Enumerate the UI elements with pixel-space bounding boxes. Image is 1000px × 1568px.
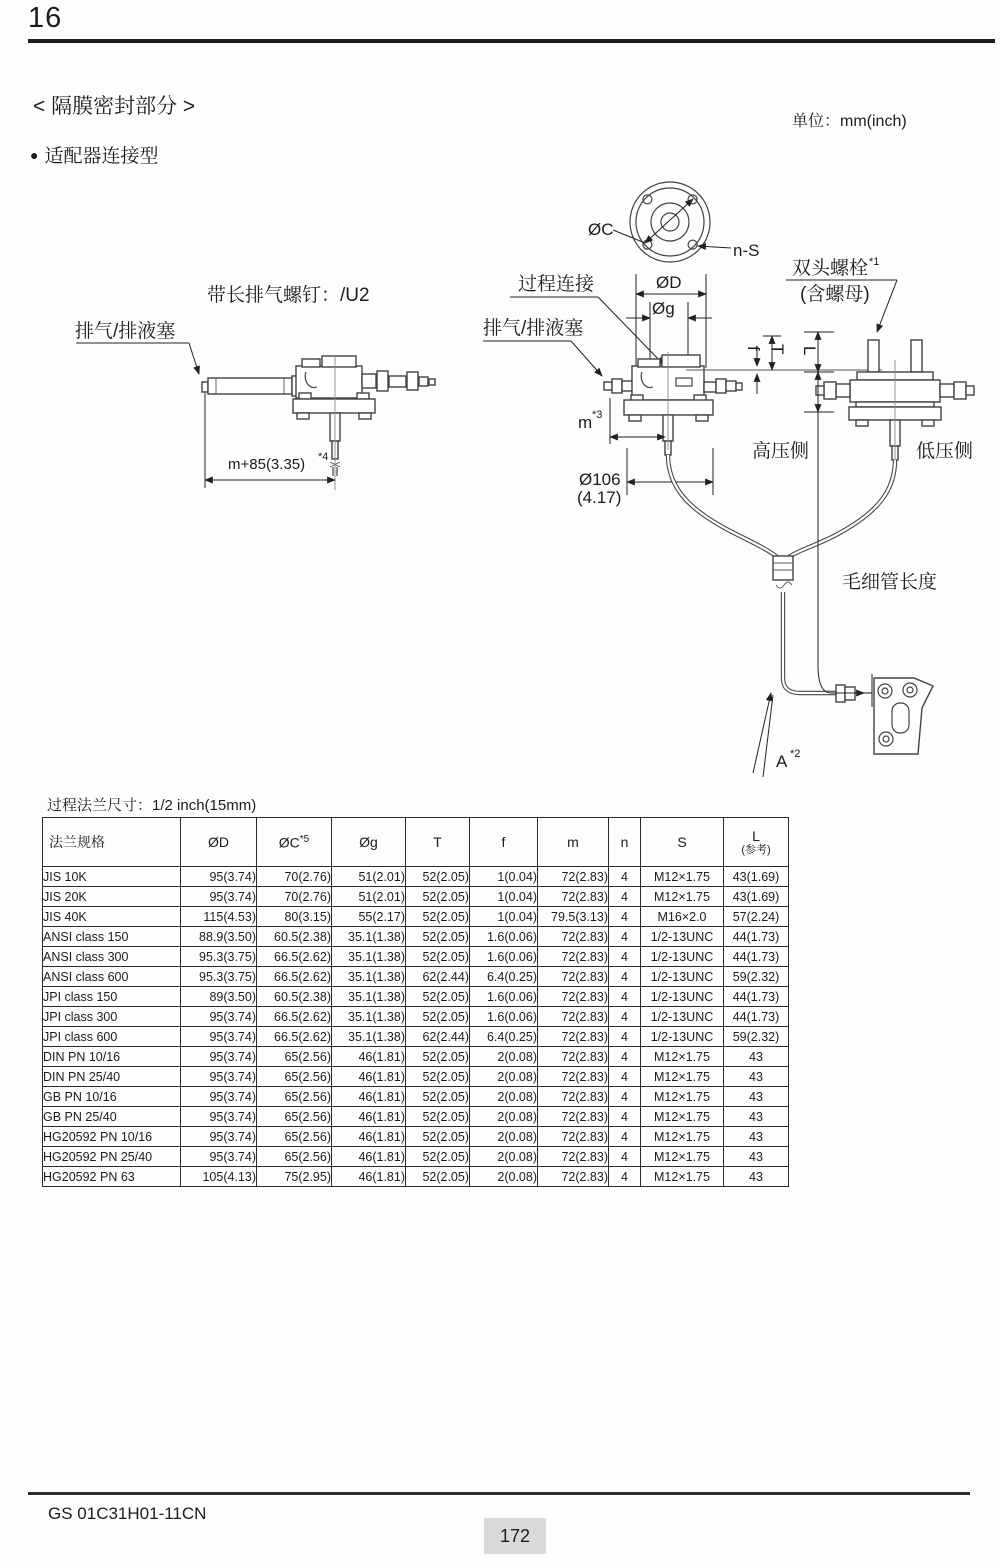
table-cell: M12×1.75 <box>641 867 724 887</box>
table-cell: DIN PN 25/40 <box>43 1067 181 1087</box>
table-cell: 72(2.83) <box>538 1087 609 1107</box>
table-cell: 66.5(2.62) <box>257 947 332 967</box>
table-cell: 2(0.08) <box>470 1067 538 1087</box>
vent-drain-plug-label-left: 排气/排液塞 <box>75 321 176 342</box>
table-cell: 4 <box>609 887 641 907</box>
table-cell: 105(4.13) <box>181 1167 257 1187</box>
table-row <box>43 1107 789 1127</box>
table-row <box>43 887 789 907</box>
table-cell: 72(2.83) <box>538 927 609 947</box>
table-cell: 72(2.83) <box>538 1167 609 1187</box>
table-cell: 35.1(1.38) <box>332 967 406 987</box>
table-cell: 46(1.81) <box>332 1147 406 1167</box>
dim-t-label: T <box>768 344 787 355</box>
table-cell: 43 <box>724 1047 789 1067</box>
table-cell: 1.6(0.06) <box>470 1007 538 1027</box>
table-cell: 4 <box>609 1027 641 1047</box>
table-cell: JIS 20K <box>43 887 181 907</box>
table-cell: JPI class 300 <box>43 1007 181 1027</box>
table-cell: 4 <box>609 1087 641 1107</box>
table-row <box>43 1147 789 1167</box>
flange-top-view <box>613 182 731 262</box>
table-cell: 2(0.08) <box>470 1047 538 1067</box>
bullet-icon: ● <box>30 147 39 163</box>
table-cell: 4 <box>609 1107 641 1127</box>
dia-d-label: ØD <box>656 273 682 292</box>
table-row <box>43 1027 789 1047</box>
table-cell: 95(3.74) <box>181 887 257 907</box>
table-cell: 52(2.05) <box>406 1067 470 1087</box>
table-cell: 59(2.32) <box>724 1027 789 1047</box>
column-header: n <box>609 818 641 867</box>
table-cell: 52(2.05) <box>406 927 470 947</box>
table-cell: 95(3.74) <box>181 1047 257 1067</box>
n-s-label: n-S <box>733 241 760 260</box>
table-cell: M12×1.75 <box>641 1067 724 1087</box>
table-cell: 4 <box>609 947 641 967</box>
vent-drain-plug-label-mid: 排气/排液塞 <box>483 318 584 339</box>
document-number: GS 01C31H01-11CN <box>48 1504 207 1523</box>
table-cell: 2(0.08) <box>470 1147 538 1167</box>
table-row <box>43 947 789 967</box>
table-cell: 2(0.08) <box>470 1167 538 1187</box>
dim-l-label: L <box>800 346 819 356</box>
capillary-length-label: 毛细管长度 <box>842 572 938 593</box>
table-cell: 4 <box>609 867 641 887</box>
table-cell: 44(1.73) <box>724 987 789 1007</box>
table-cell: M12×1.75 <box>641 1127 724 1147</box>
table-cell: 51(2.01) <box>332 867 406 887</box>
table-cell: 4 <box>609 1147 641 1167</box>
low-pressure-side-label: 低压侧 <box>916 441 974 462</box>
table-cell: HG20592 PN 25/40 <box>43 1147 181 1167</box>
dim-capillary-length <box>818 412 872 707</box>
table-cell: 52(2.05) <box>406 1147 470 1167</box>
table-cell: 65(2.56) <box>257 1107 332 1127</box>
table-cell: 52(2.05) <box>406 987 470 1007</box>
table-cell: 2(0.08) <box>470 1127 538 1147</box>
table-cell: 1.6(0.06) <box>470 947 538 967</box>
column-header: S <box>641 818 724 867</box>
dim-m-label: m <box>578 413 593 432</box>
table-row <box>43 1087 789 1107</box>
table-cell: 72(2.83) <box>538 1007 609 1027</box>
table-cell: 72(2.83) <box>538 1047 609 1067</box>
table-cell: 4 <box>609 1127 641 1147</box>
table-cell: M12×1.75 <box>641 887 724 907</box>
table-cell: 2(0.08) <box>470 1107 538 1127</box>
table-cell: 4 <box>609 1067 641 1087</box>
table-cell: 60.5(2.38) <box>257 987 332 1007</box>
flange-dimension-table <box>42 817 789 1187</box>
table-cell: 6.4(0.25) <box>470 967 538 987</box>
table-cell: 1(0.04) <box>470 867 538 887</box>
table-cell: 1(0.04) <box>470 907 538 927</box>
table-cell: GB PN 10/16 <box>43 1087 181 1107</box>
table-cell: 72(2.83) <box>538 987 609 1007</box>
table-cell: 88.9(3.50) <box>181 927 257 947</box>
page-number-tab: 16 <box>28 2 63 34</box>
table-cell: 95(3.74) <box>181 1007 257 1027</box>
table-cell: 35.1(1.38) <box>332 1027 406 1047</box>
table-cell: 65(2.56) <box>257 1047 332 1067</box>
table-cell: 62(2.44) <box>406 1027 470 1047</box>
table-row <box>43 1127 789 1147</box>
table-cell: 46(1.81) <box>332 1167 406 1187</box>
table-cell: 65(2.56) <box>257 1127 332 1147</box>
table-cell: 44(1.73) <box>724 947 789 967</box>
table-cell: JPI class 600 <box>43 1027 181 1047</box>
table-cell: 43 <box>724 1067 789 1087</box>
table-cell: 4 <box>609 1007 641 1027</box>
table-cell: 1/2-13UNC <box>641 1027 724 1047</box>
table-cell: 52(2.05) <box>406 1087 470 1107</box>
table-cell: 4 <box>609 907 641 927</box>
table-cell: 1/2-13UNC <box>641 927 724 947</box>
table-cell: 52(2.05) <box>406 1167 470 1187</box>
table-cell: 95(3.74) <box>181 1127 257 1147</box>
table-cell: 66.5(2.62) <box>257 1027 332 1047</box>
table-cell: 72(2.83) <box>538 867 609 887</box>
table-row <box>43 907 789 927</box>
table-cell: 4 <box>609 1167 641 1187</box>
table-cell: 43 <box>724 1127 789 1147</box>
table-cell: 51(2.01) <box>332 887 406 907</box>
table-cell: 46(1.81) <box>332 1047 406 1067</box>
table-cell: 46(1.81) <box>332 1087 406 1107</box>
subsection-label: 适配器连接型 <box>44 146 159 167</box>
table-cell: M12×1.75 <box>641 1087 724 1107</box>
section-title: < 隔膜密封部分 > <box>33 95 196 118</box>
table-cell: 2(0.08) <box>470 1087 538 1107</box>
vent-drain-leader-left <box>76 343 199 374</box>
column-header: m <box>538 818 609 867</box>
section-a-footnote: *2 <box>790 748 801 760</box>
stud-bolt-nut-label: (含螺母) <box>800 284 870 305</box>
process-connection-label: 过程连接 <box>518 274 595 295</box>
table-cell: HG20592 PN 10/16 <box>43 1127 181 1147</box>
table-cell: 72(2.83) <box>538 1027 609 1047</box>
capillary-end-fitting <box>874 678 933 754</box>
table-cell: 95.3(3.75) <box>181 947 257 967</box>
table-cell: 1/2-13UNC <box>641 1007 724 1027</box>
section-a-label: A <box>776 752 788 771</box>
table-cell: ANSI class 300 <box>43 947 181 967</box>
table-cell: M12×1.75 <box>641 1107 724 1127</box>
table-cell: 79.5(3.13) <box>538 907 609 927</box>
table-cell: 52(2.05) <box>406 1007 470 1027</box>
stud-bolt-label: 双头螺栓 <box>792 258 869 279</box>
header-rule <box>28 39 995 43</box>
table-cell: 65(2.56) <box>257 1067 332 1087</box>
table-cell: 52(2.05) <box>406 1107 470 1127</box>
table-cell: 43 <box>724 1087 789 1107</box>
table-cell: 4 <box>609 927 641 947</box>
column-header: ØD <box>181 818 257 867</box>
table-cell: 1/2-13UNC <box>641 947 724 967</box>
table-cell: M12×1.75 <box>641 1147 724 1167</box>
table-cell: 115(4.53) <box>181 907 257 927</box>
table-cell: JIS 10K <box>43 867 181 887</box>
table-cell: 95(3.74) <box>181 867 257 887</box>
table-cell: 35.1(1.38) <box>332 927 406 947</box>
table-cell: 70(2.76) <box>257 867 332 887</box>
technical-drawing <box>0 160 1000 792</box>
table-cell: 35.1(1.38) <box>332 947 406 967</box>
table-cell: 1.6(0.06) <box>470 927 538 947</box>
table-cell: JPI class 150 <box>43 987 181 1007</box>
dim-m-footnote: *3 <box>592 409 603 421</box>
table-row <box>43 987 789 1007</box>
table-cell: M16×2.0 <box>641 907 724 927</box>
table-cell: ANSI class 600 <box>43 967 181 987</box>
table-cell: GB PN 25/40 <box>43 1107 181 1127</box>
table-cell: 65(2.56) <box>257 1087 332 1107</box>
dia-g-label: Øg <box>652 299 675 318</box>
table-row <box>43 1007 789 1027</box>
table-cell: 75(2.95) <box>257 1167 332 1187</box>
footer-rule <box>28 1492 970 1495</box>
table-cell: 59(2.32) <box>724 967 789 987</box>
table-cell: 44(1.73) <box>724 927 789 947</box>
table-cell: 95(3.74) <box>181 1147 257 1167</box>
table-row <box>43 1167 789 1187</box>
column-header: Øg <box>332 818 406 867</box>
table-cell: 95(3.74) <box>181 1087 257 1107</box>
table-cell: 95(3.74) <box>181 1027 257 1047</box>
table-cell: 43(1.69) <box>724 867 789 887</box>
table-cell: 44(1.73) <box>724 1007 789 1027</box>
table-cell: 72(2.83) <box>538 1067 609 1087</box>
table-cell: 66.5(2.62) <box>257 1007 332 1027</box>
table-cell: 6.4(0.25) <box>470 1027 538 1047</box>
column-header: L (参考) <box>724 818 789 867</box>
table-cell: 1(0.04) <box>470 887 538 907</box>
table-cell: ANSI class 150 <box>43 927 181 947</box>
table-row <box>43 927 789 947</box>
table-cell: 60.5(2.38) <box>257 927 332 947</box>
column-header: ØC$^{*5}$ <box>257 818 332 867</box>
table-cell: M12×1.75 <box>641 1167 724 1187</box>
table-header <box>43 818 789 867</box>
footer-page-number: 172 <box>484 1518 546 1554</box>
table-row <box>43 1067 789 1087</box>
dia-c-label: ØC <box>588 220 614 239</box>
column-header: f <box>470 818 538 867</box>
dim-m85-label: m+85(3.35) <box>228 456 306 473</box>
table-cell: 52(2.05) <box>406 907 470 927</box>
table-cell: 57(2.24) <box>724 907 789 927</box>
table-cell: 95.3(3.75) <box>181 967 257 987</box>
unit-note: 单位：mm(inch) <box>792 113 907 130</box>
table-cell: 4 <box>609 967 641 987</box>
table-cell: 1.6(0.06) <box>470 987 538 1007</box>
stud-bolt-footnote: *1 <box>869 256 880 268</box>
table-cell: 43(1.69) <box>724 887 789 907</box>
table-cell: 95(3.74) <box>181 1107 257 1127</box>
dia106-inch-label: (4.17) <box>577 488 622 507</box>
section-a-pointer <box>753 693 773 777</box>
table-cell: 46(1.81) <box>332 1107 406 1127</box>
table-cell: 89(3.50) <box>181 987 257 1007</box>
high-pressure-side-label: 高压侧 <box>752 441 810 462</box>
table-cell: 72(2.83) <box>538 1107 609 1127</box>
table-cell: 1/2-13UNC <box>641 967 724 987</box>
table-cell: 52(2.05) <box>406 867 470 887</box>
column-header: 法兰规格 <box>43 818 181 867</box>
table-row <box>43 867 789 887</box>
table-cell: 66.5(2.62) <box>257 967 332 987</box>
dia106-label: Ø106 <box>579 470 621 489</box>
long-vent-screw-title: 带长排气螺钉：/U2 <box>207 285 370 306</box>
table-cell: 35.1(1.38) <box>332 1007 406 1027</box>
table-cell: 1/2-13UNC <box>641 987 724 1007</box>
table-cell: HG20592 PN 63 <box>43 1167 181 1187</box>
table-body <box>43 867 789 1187</box>
table-cell: 52(2.05) <box>406 1127 470 1147</box>
table-cell: 72(2.83) <box>538 1147 609 1167</box>
table-cell: 72(2.83) <box>538 967 609 987</box>
dim-m85-footnote: *4 <box>318 451 329 463</box>
table-cell: 46(1.81) <box>332 1067 406 1087</box>
table-row <box>43 967 789 987</box>
table-cell: 65(2.56) <box>257 1147 332 1167</box>
table-cell: M12×1.75 <box>641 1047 724 1067</box>
table-cell: 70(2.76) <box>257 887 332 907</box>
table-cell: 43 <box>724 1107 789 1127</box>
table-cell: 72(2.83) <box>538 1127 609 1147</box>
table-cell: 35.1(1.38) <box>332 987 406 1007</box>
table-cell: 55(2.17) <box>332 907 406 927</box>
table-cell: 4 <box>609 1047 641 1067</box>
table-cell: 80(3.15) <box>257 907 332 927</box>
table-cell: DIN PN 10/16 <box>43 1047 181 1067</box>
table-cell: 52(2.05) <box>406 1047 470 1067</box>
table-cell: 52(2.05) <box>406 887 470 907</box>
table-cell: 46(1.81) <box>332 1127 406 1147</box>
table-cell: 4 <box>609 987 641 1007</box>
table-row <box>43 1047 789 1067</box>
table-caption: 过程法兰尺寸：1/2 inch(15mm) <box>47 797 257 814</box>
dim-f-label: f <box>744 346 763 351</box>
table-cell: 43 <box>724 1167 789 1187</box>
table-cell: 72(2.83) <box>538 887 609 907</box>
middle-device <box>604 352 882 455</box>
table-cell: 95(3.74) <box>181 1067 257 1087</box>
vent-drain-leader-mid <box>483 341 602 376</box>
table-cell: 72(2.83) <box>538 947 609 967</box>
table-cell: 62(2.44) <box>406 967 470 987</box>
table-cell: JIS 40K <box>43 907 181 927</box>
table-cell: 43 <box>724 1147 789 1167</box>
column-header: T <box>406 818 470 867</box>
table-cell: 52(2.05) <box>406 947 470 967</box>
